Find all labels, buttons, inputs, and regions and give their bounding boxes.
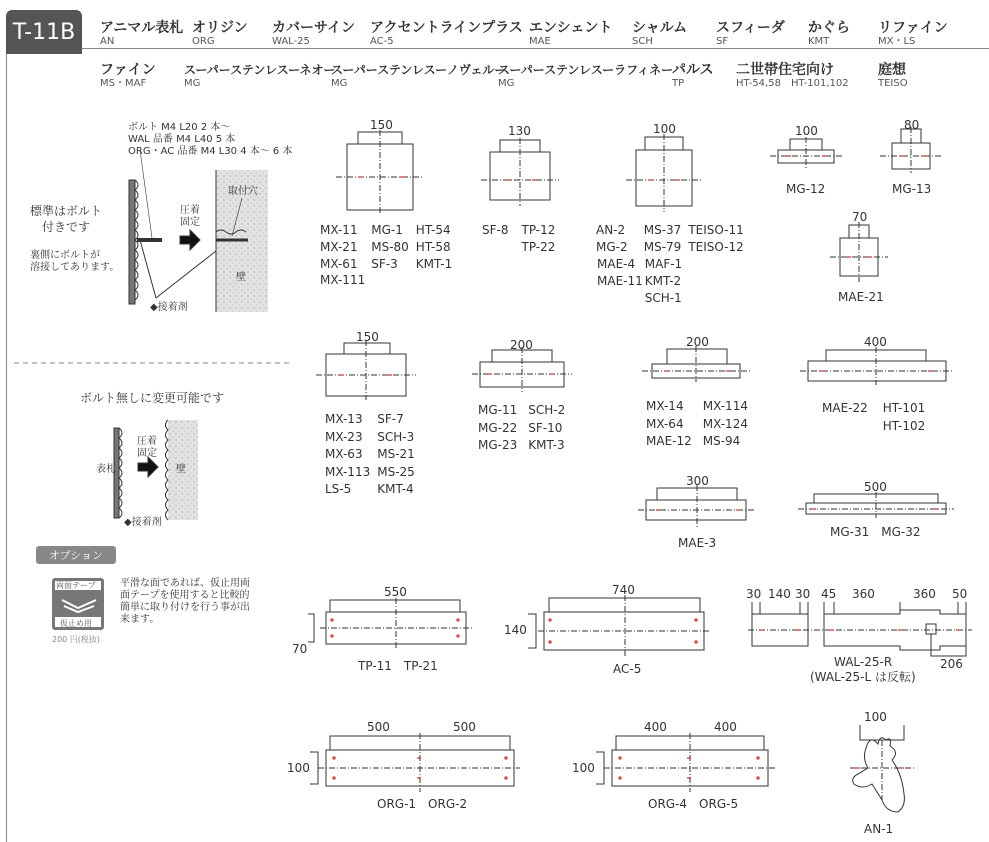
tape-bottom-label: 仮止め用 xyxy=(60,619,92,628)
brand-teiso: 庭想 TEISO xyxy=(878,62,908,89)
dim-org-500b: 500 xyxy=(453,720,476,734)
wall-label-1: 壁 xyxy=(236,272,246,283)
brand-nisetai: 二世帯住宅向け HT-54,58 HT-101,102 xyxy=(736,62,849,89)
dim-80: 80 xyxy=(904,118,920,132)
brand-neo: スーパーステンレスーネオー MG xyxy=(184,63,336,89)
drawing-org45 xyxy=(596,733,776,792)
dim-wal-206: 206 xyxy=(940,657,963,671)
dim-200b: 200 xyxy=(686,335,709,349)
dim-300: 300 xyxy=(686,474,709,488)
model-an1: AN-1 xyxy=(864,822,894,836)
brand-novel: スーパーステンレスーノヴェルー MG xyxy=(331,63,507,89)
dim-130: 130 xyxy=(508,124,531,138)
brand-accentline: アクセントラインプラス AC-5 xyxy=(370,20,523,47)
pressure-label-2: 圧着 固定 xyxy=(137,436,157,459)
drawing-ac5 xyxy=(528,595,710,656)
dim-100a: 100 xyxy=(653,122,676,136)
drawing-300-rect xyxy=(638,485,754,528)
model-mg12: MG-12 xyxy=(786,182,826,196)
model-group-150: MX-11 MG-1 HT-54 MX-21 MS-80 HT-58 MX-61 SF-3 KMT-1 MX-111 xyxy=(320,223,453,287)
brand-refine: リファイン MX・LS xyxy=(878,20,948,47)
drawing-mae21 xyxy=(830,222,888,282)
dim-wal-140: 140 xyxy=(768,587,791,601)
wall-label-2: 壁 xyxy=(176,464,186,475)
dim-org-500a: 500 xyxy=(367,720,390,734)
dim-150b: 150 xyxy=(356,330,379,344)
hole-label: 取付穴 xyxy=(228,186,258,197)
brand-raffine: スーパーステンレスーラフィネー MG xyxy=(498,63,674,89)
model-org12: ORG-1 ORG-2 xyxy=(377,797,468,811)
plate-label: 表札 xyxy=(96,464,116,475)
adhesive-label-1: ◆接着剤 xyxy=(150,302,188,313)
model-wal25-note: (WAL-25-L は反転) xyxy=(810,670,916,684)
model-group-200a: MG-11 SCH-2 MG-22 SF-10 MG-23 KMT-3 xyxy=(478,403,566,452)
dim-70: 70 xyxy=(852,210,868,224)
pressure-label-1: 圧着 固定 xyxy=(180,205,200,228)
mounting-diagram-bolt xyxy=(129,150,268,312)
model-ac5: AC-5 xyxy=(613,662,642,676)
model-group-130: SF-8 TP-12 TP-22 xyxy=(482,223,556,254)
drawing-150-rect xyxy=(316,340,416,400)
dim-wal-45: 45 xyxy=(821,587,837,601)
dim-wal-360b: 360 xyxy=(913,587,936,601)
brand-origin: オリジン ORG xyxy=(192,20,248,47)
page-badge: T-11B xyxy=(6,10,82,54)
drawing-org12 xyxy=(310,733,520,792)
drawing-500-rect xyxy=(798,492,954,518)
model-org45: ORG-4 ORG-5 xyxy=(648,797,739,811)
adhesive-label-2: ◆接着剤 xyxy=(124,517,162,528)
price-label: 200 円(税抜) xyxy=(52,635,101,644)
drawing-200-rect-a xyxy=(472,347,572,392)
brand-animal: アニマル表札 AN xyxy=(100,20,184,47)
dim-70b: 70 xyxy=(292,642,308,656)
option-badge: オプション xyxy=(36,546,116,564)
tape-description: 平滑な面であれば、仮止用両 面テープを使用すると比較的 簡単に取り付けを行う事が出 来ます。 xyxy=(120,578,250,625)
dim-wal-30a: 30 xyxy=(746,587,762,601)
dim-740: 740 xyxy=(612,583,635,597)
dim-org-400b: 400 xyxy=(714,720,737,734)
drawing-100-square xyxy=(626,134,702,212)
dim-wal-30b: 30 xyxy=(795,587,811,601)
drawing-200-rect-b xyxy=(642,346,750,382)
drawing-mg13 xyxy=(880,127,942,173)
brand-sfida: スフィーダ SF xyxy=(716,20,785,47)
dim-140: 140 xyxy=(504,623,527,637)
brand-pulse: パルス TP xyxy=(672,62,714,89)
drawing-150-square xyxy=(336,130,424,214)
brand-kagura: かぐら KMT xyxy=(808,20,850,47)
drawing-wal25 xyxy=(748,602,972,656)
drawing-mg12 xyxy=(770,137,842,170)
drawing-130-square xyxy=(481,138,559,206)
model-wal25: WAL-25-R xyxy=(834,655,893,669)
dim-org-100b: 100 xyxy=(572,761,595,775)
model-group-100: AN-2 MS-37 TEISO-11 MG-2 MS-79 TEISO-12 MAE-4 MAF-1 MAE-11 KMT-2 SCH-1 xyxy=(596,223,744,305)
dim-an-100: 100 xyxy=(864,710,887,724)
standard-note: 標準はボルト 付きです xyxy=(30,204,103,234)
dim-500: 500 xyxy=(864,480,887,494)
bolt-note: ボルト M4 L20 2 本〜 WAL 品番 M4 L40 5 本 ORG・AC 品番 M4 L30 4 本〜 6 本 xyxy=(128,122,293,157)
model-group-400: MAE-22 HT-101 HT-102 xyxy=(822,401,926,433)
model-mae21: MAE-21 xyxy=(838,290,884,304)
no-bolt-note: ボルト無しに変更可能です xyxy=(80,391,225,405)
model-mg13: MG-13 xyxy=(892,182,932,196)
dim-150a: 150 xyxy=(370,118,393,132)
dim-400: 400 xyxy=(864,335,887,349)
dim-100b: 100 xyxy=(795,124,818,138)
brand-ancient: エンシェント MAE xyxy=(529,20,613,47)
drawing-tp xyxy=(308,598,472,650)
brand-fine: ファイン MS・MAF xyxy=(100,62,156,89)
model-tp: TP-11 TP-21 xyxy=(358,659,438,673)
model-mae3: MAE-3 xyxy=(678,536,717,550)
model-mg3132: MG-31 MG-32 xyxy=(830,525,921,539)
brand-charme: シャルム SCH xyxy=(632,20,688,47)
dim-200a: 200 xyxy=(510,338,533,352)
dim-org-100: 100 xyxy=(287,761,310,775)
dim-wal-360a: 360 xyxy=(852,587,875,601)
drawing-400-rect xyxy=(800,347,954,385)
model-group-150b: MX-13 SF-7 MX-23 SCH-3 MX-63 MS-21 MX-113 MS-25 LS-5 KMT-4 xyxy=(325,412,415,496)
dim-550: 550 xyxy=(384,585,407,599)
dim-wal-50: 50 xyxy=(952,587,968,601)
brand-coversign: カバーサイン WAL-25 xyxy=(272,20,356,47)
model-group-200b: MX-14 MX-114 MX-64 MX-124 MAE-12 MS-94 xyxy=(646,399,748,448)
tape-top-label: 両面テープ xyxy=(56,581,96,590)
dim-org-400a: 400 xyxy=(644,720,667,734)
weld-note: 裏側にボルトが 溶接してあります。 xyxy=(30,250,120,273)
